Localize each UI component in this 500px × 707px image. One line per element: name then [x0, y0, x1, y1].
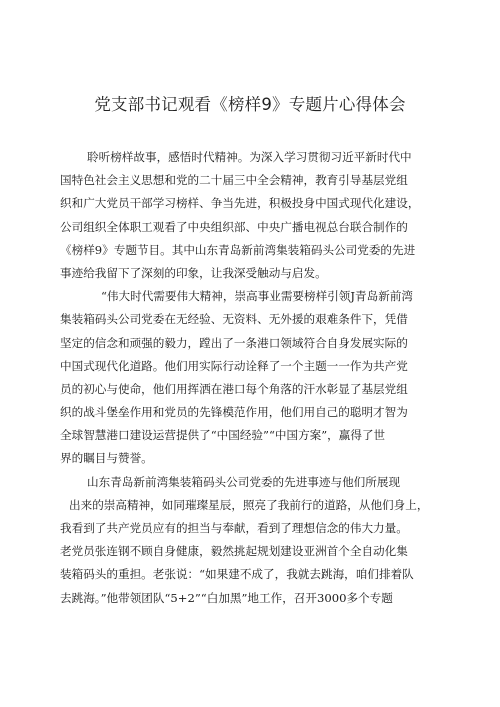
document-body: [60, 146, 455, 610]
text-line: 我看到了共产党员应有的担当与奉献，看到了理想信念的伟大力量。: [60, 521, 408, 535]
text-line: 界的瞩目与赞誉。: [60, 451, 153, 466]
document-title: 党支部书记观看《榜样9》专题片心得体会: [94, 95, 406, 114]
text-line: 国特色社会主义思想和党的二十届三中全会精神，教育引导基层党组: [60, 173, 408, 188]
paragraph-3: [60, 471, 455, 610]
text-line: 去跳海。”他带领团队“5+2”“白加黑”地工作，召开3000多个专题: [60, 590, 393, 605]
text-line: 《榜样9》专题节目。其中山东青岛新前湾集装箱码头公司党委的先进: [60, 242, 416, 257]
text-line: 坚定的信念和顽强的毅力，蹚出了一条港口领域符合自身发展实际的: [60, 335, 408, 350]
text-line: “伟大时代需要伟大精神，崇高事业需要榜样引领J青岛新前湾: [101, 289, 414, 304]
text-line: 事迹给我留下了深刻的印象，让我深受触动与启发。: [60, 265, 327, 280]
text-line: 山东青岛新前湾集装箱码头公司党委的先进事迹与他们所展现: [87, 474, 401, 489]
text-line: 全球智慧港口建设运营提供了“中国经验”“中国方案”，赢得了世: [60, 428, 386, 443]
text-line: 聆听榜样故事，感悟时代精神。为深入学习贯彻习近平新时代中: [87, 150, 412, 164]
text-line: 老党员张连钢不顾自身健康，毅然挑起规划建设亚洲首个全自动化集: [60, 544, 408, 559]
text-line: 织和广大党员干部学习榜样、争当先进，积极投身中国式现代化建设，: [60, 196, 420, 211]
text-line: 中国式现代化道路。他们用实际行动诠释了一个主题一一作为共产党: [60, 358, 408, 373]
text-line: 公司组织全体职工观看了中央组织部、中央广播电视总台联合制作的: [60, 219, 408, 234]
text-line: 装箱码头的重担。老张说：“如果建不成了，我就去跳海，咱们排着队: [60, 567, 414, 582]
paragraph-2: [60, 285, 455, 471]
text-line: 集装箱码头公司党委在无经验、无资料、无外援的艰难条件下，凭借: [60, 312, 408, 327]
text-line: 员的初心与使命，他们用挥洒在港口每个角落的汗水彰显了基层党组: [60, 381, 408, 396]
text-line: 出来的崇高精神，如同璀璨星辰，照亮了我前行的道路，从他们身上，: [69, 497, 429, 512]
paragraph-1: [60, 146, 455, 285]
text-line: 织的战斗堡垒作用和党员的先锋模范作用，他们用自己的聪明才智为: [60, 405, 408, 420]
